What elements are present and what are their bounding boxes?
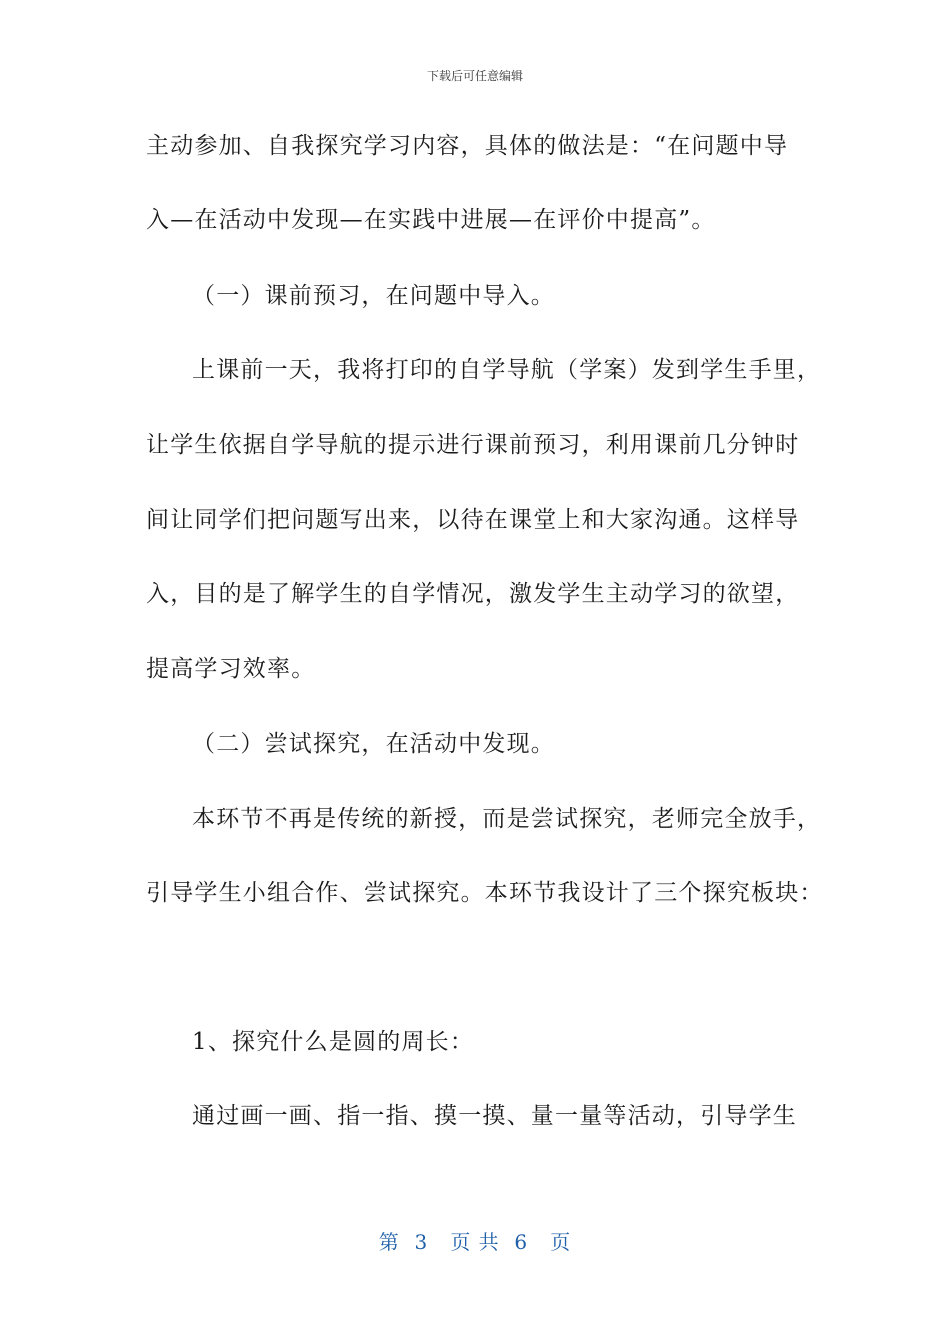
page-label-suffix: 页 [550,1230,572,1254]
page-label-prefix: 第 [378,1230,400,1254]
section-heading-2: （二）尝试探究，在活动中发现。 [192,731,555,757]
page-label-middle: 页 共 [450,1230,500,1254]
paragraph-line-3: 上课前一天，我将打印的自学导航（学案）发到学生手里， [192,357,822,383]
section-heading-1: （一）课前预习，在问题中导入。 [192,283,555,309]
total-pages-number: 6 [514,1230,529,1254]
paragraph-line-9: 引导学生小组合作、尝试探究。本环节我设计了三个探究板块： [146,880,824,906]
paragraph-line-1: 主动参加、自我探究学习内容，具体的做法是：“在问题中导 [146,133,789,159]
paragraph-line-5: 间让同学们把问题写出来，以待在课堂上和大家沟通。这样导 [146,507,800,533]
paragraph-line-6: 入，目的是了解学生的自学情况，激发学生主动学习的欲望， [146,581,800,607]
paragraph-line-8: 本环节不再是传统的新授，而是尝试探究，老师完全放手， [192,806,822,832]
subsection-heading-1: 1、探究什么是圆的周长： [192,1029,475,1055]
paragraph-line-7: 提高学习效率。 [146,656,316,682]
paragraph-line-4: 让学生依据自学导航的提示进行课前预习，利用课前几分钟时 [146,432,800,458]
paragraph-line-2: 入—在活动中发现—在实践中进展—在评价中提高”。 [146,207,716,233]
page-footer [0,1226,950,1255]
current-page-number: 3 [414,1230,429,1254]
paragraph-line-10: 通过画一画、指一指、摸一摸、量一量等活动，引导学生 [192,1103,797,1129]
page-header-note: 下载后可任意编辑 [426,69,523,83]
